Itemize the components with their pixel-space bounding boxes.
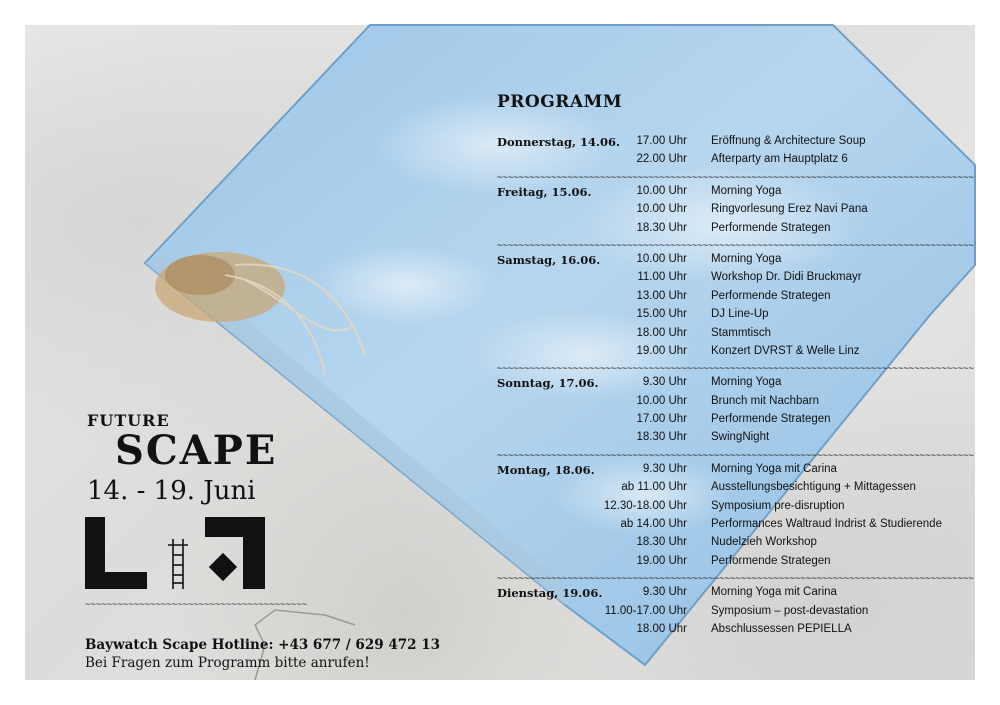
event-time: 18.00 Uhr	[636, 622, 687, 635]
schedule-row	[497, 327, 975, 345]
event-title: Performances Waltraud Indrist & Studierende	[711, 518, 942, 531]
schedule-row	[497, 153, 975, 171]
event-time: ab 14.00 Uhr	[620, 518, 687, 531]
event-title: Stammtisch	[711, 326, 772, 339]
brand-future: FUTURE	[87, 411, 170, 430]
event-time: 11.00-17.00 Uhr	[604, 604, 687, 617]
event-title: Ringvorlesung Erez Navi Pana	[711, 203, 868, 216]
event-time: 19.00 Uhr	[636, 554, 687, 567]
event-time: 12.30-18.00 Uhr	[603, 499, 687, 512]
schedule-row	[497, 222, 975, 240]
day-name: Donnerstag, 14.06.	[497, 135, 621, 149]
event-time: ab 11.00 Uhr	[621, 481, 687, 494]
event-time: 11.00 Uhr	[637, 271, 687, 284]
event-title: Workshop Dr. Didi Bruckmayr	[711, 271, 862, 284]
day-block	[497, 463, 975, 573]
event-title: Brunch mit Nachbarn	[711, 394, 820, 407]
event-time: 17.00 Uhr	[636, 135, 687, 147]
schedule-row	[497, 518, 975, 536]
event-title: Performende Strategen	[711, 221, 831, 234]
poster	[25, 25, 975, 680]
event-title: Symposium – post-devastation	[711, 604, 869, 617]
day-block	[497, 376, 975, 450]
ladder-icon	[168, 539, 188, 589]
event-title: Performende Strategen	[711, 289, 831, 302]
event-time: 15.00 Uhr	[636, 308, 687, 321]
schedule-row	[497, 413, 975, 431]
schedule-row	[497, 290, 975, 308]
schedule-row	[497, 395, 975, 413]
day-block	[497, 185, 975, 240]
day-name: Dienstag, 19.06.	[497, 586, 603, 601]
hotline-number: Baywatch Scape Hotline: +43 677 / 629 472 13	[85, 637, 440, 653]
event-time: 18.30 Uhr	[636, 536, 687, 549]
event-title: Morning Yoga mit Carina	[711, 586, 837, 599]
schedule-row	[497, 623, 975, 641]
event-time: 10.00 Uhr	[636, 252, 687, 265]
day-name: Samstag, 16.06.	[497, 252, 601, 267]
event-time: 18.30 Uhr	[636, 221, 687, 234]
event-time: 22.00 Uhr	[636, 153, 687, 166]
day-name: Sonntag, 17.06.	[497, 376, 599, 391]
event-title: Nudelzieh Workshop	[711, 536, 817, 549]
day-block	[497, 253, 975, 363]
event-title: Eröffnung & Architecture Soup	[711, 135, 866, 147]
future-scape-logo	[85, 517, 265, 597]
schedule-row	[497, 586, 975, 604]
event-time: 10.00 Uhr	[636, 203, 687, 216]
event-title: Konzert DVRST & Welle Linz	[711, 344, 860, 357]
hotline-note: Bei Fragen zum Programm bitte anrufen!	[85, 655, 370, 671]
schedule-row	[497, 376, 975, 394]
event-time: 19.00 Uhr	[636, 344, 687, 357]
event-time: 18.00 Uhr	[636, 326, 687, 339]
day-separator: ~~~~~~~~~~~~~~~~~~~~~~~~~~~~~~~~~~~~~~~~~~~~~~~~~~~~~~~~~~~~~~~~~~~~~~~~~~~~~~~~~~~~~~~~	[497, 450, 974, 461]
day-separator: ~~~~~~~~~~~~~~~~~~~~~~~~~~~~~~~~~~~~~~~~~~~~~~~~~~~~~~~~~~~~~~~~~~~~~~~~~~~~~~~~~~~~~~~~	[497, 172, 974, 183]
schedule-row	[497, 605, 975, 623]
day-block	[497, 586, 975, 641]
brand-separator: ~~~~~~~~~~~~~~~~~~~~~~~~~~~~~~~~~~~~~~~~~	[85, 600, 308, 610]
schedule-row	[497, 271, 975, 289]
event-title: Morning Yoga mit Carina	[711, 462, 837, 475]
event-time: 9.30 Uhr	[642, 462, 687, 475]
schedule-row	[497, 308, 975, 326]
event-title: Morning Yoga	[711, 252, 782, 265]
brand-dates: 14. - 19. Juni	[87, 476, 256, 506]
event-time: 10.00 Uhr	[636, 394, 687, 407]
day-name: Montag, 18.06.	[497, 462, 595, 477]
schedule-row	[497, 555, 975, 573]
schedule-row	[497, 500, 975, 518]
event-time: 18.30 Uhr	[636, 431, 687, 444]
day-block	[497, 135, 975, 172]
event-time: 17.00 Uhr	[636, 413, 687, 426]
schedule-row	[497, 536, 975, 554]
event-title: Afterparty am Hauptplatz 6	[711, 153, 848, 166]
event-time: 13.00 Uhr	[636, 289, 687, 302]
day-name: Freitag, 15.06.	[497, 184, 592, 199]
event-time: 9.30 Uhr	[642, 376, 687, 389]
brand-scape: SCAPE	[115, 427, 278, 474]
program-title: PROGRAMM	[497, 92, 623, 112]
schedule-row	[497, 135, 975, 153]
event-time: 9.30 Uhr	[642, 586, 687, 599]
event-title: SwingNight	[711, 431, 770, 444]
day-separator: ~~~~~~~~~~~~~~~~~~~~~~~~~~~~~~~~~~~~~~~~~~~~~~~~~~~~~~~~~~~~~~~~~~~~~~~~~~~~~~~~~~~~~~~~	[497, 364, 974, 375]
program-schedule	[497, 135, 975, 641]
day-separator: ~~~~~~~~~~~~~~~~~~~~~~~~~~~~~~~~~~~~~~~~~~~~~~~~~~~~~~~~~~~~~~~~~~~~~~~~~~~~~~~~~~~~~~~~	[497, 574, 974, 585]
schedule-row	[497, 203, 975, 221]
event-title: Performende Strategen	[711, 413, 831, 426]
event-title: Ausstellungsbesichtigung + Mittagessen	[711, 481, 916, 494]
schedule-row	[497, 253, 975, 271]
schedule-row	[497, 185, 975, 203]
event-time: 10.00 Uhr	[636, 184, 687, 197]
event-title: Performende Strategen	[711, 554, 831, 567]
schedule-row	[497, 481, 975, 499]
schedule-row	[497, 345, 975, 363]
event-title: Morning Yoga	[711, 376, 782, 389]
event-title: Abschlussessen PEPIELLA	[711, 622, 852, 635]
schedule-row	[497, 463, 975, 481]
event-title: DJ Line-Up	[711, 308, 769, 321]
schedule-row	[497, 431, 975, 449]
day-separator: ~~~~~~~~~~~~~~~~~~~~~~~~~~~~~~~~~~~~~~~~~~~~~~~~~~~~~~~~~~~~~~~~~~~~~~~~~~~~~~~~~~~~~~~~	[497, 240, 974, 251]
event-title: Morning Yoga	[711, 184, 782, 197]
event-title: Symposium pre-disruption	[711, 499, 845, 512]
